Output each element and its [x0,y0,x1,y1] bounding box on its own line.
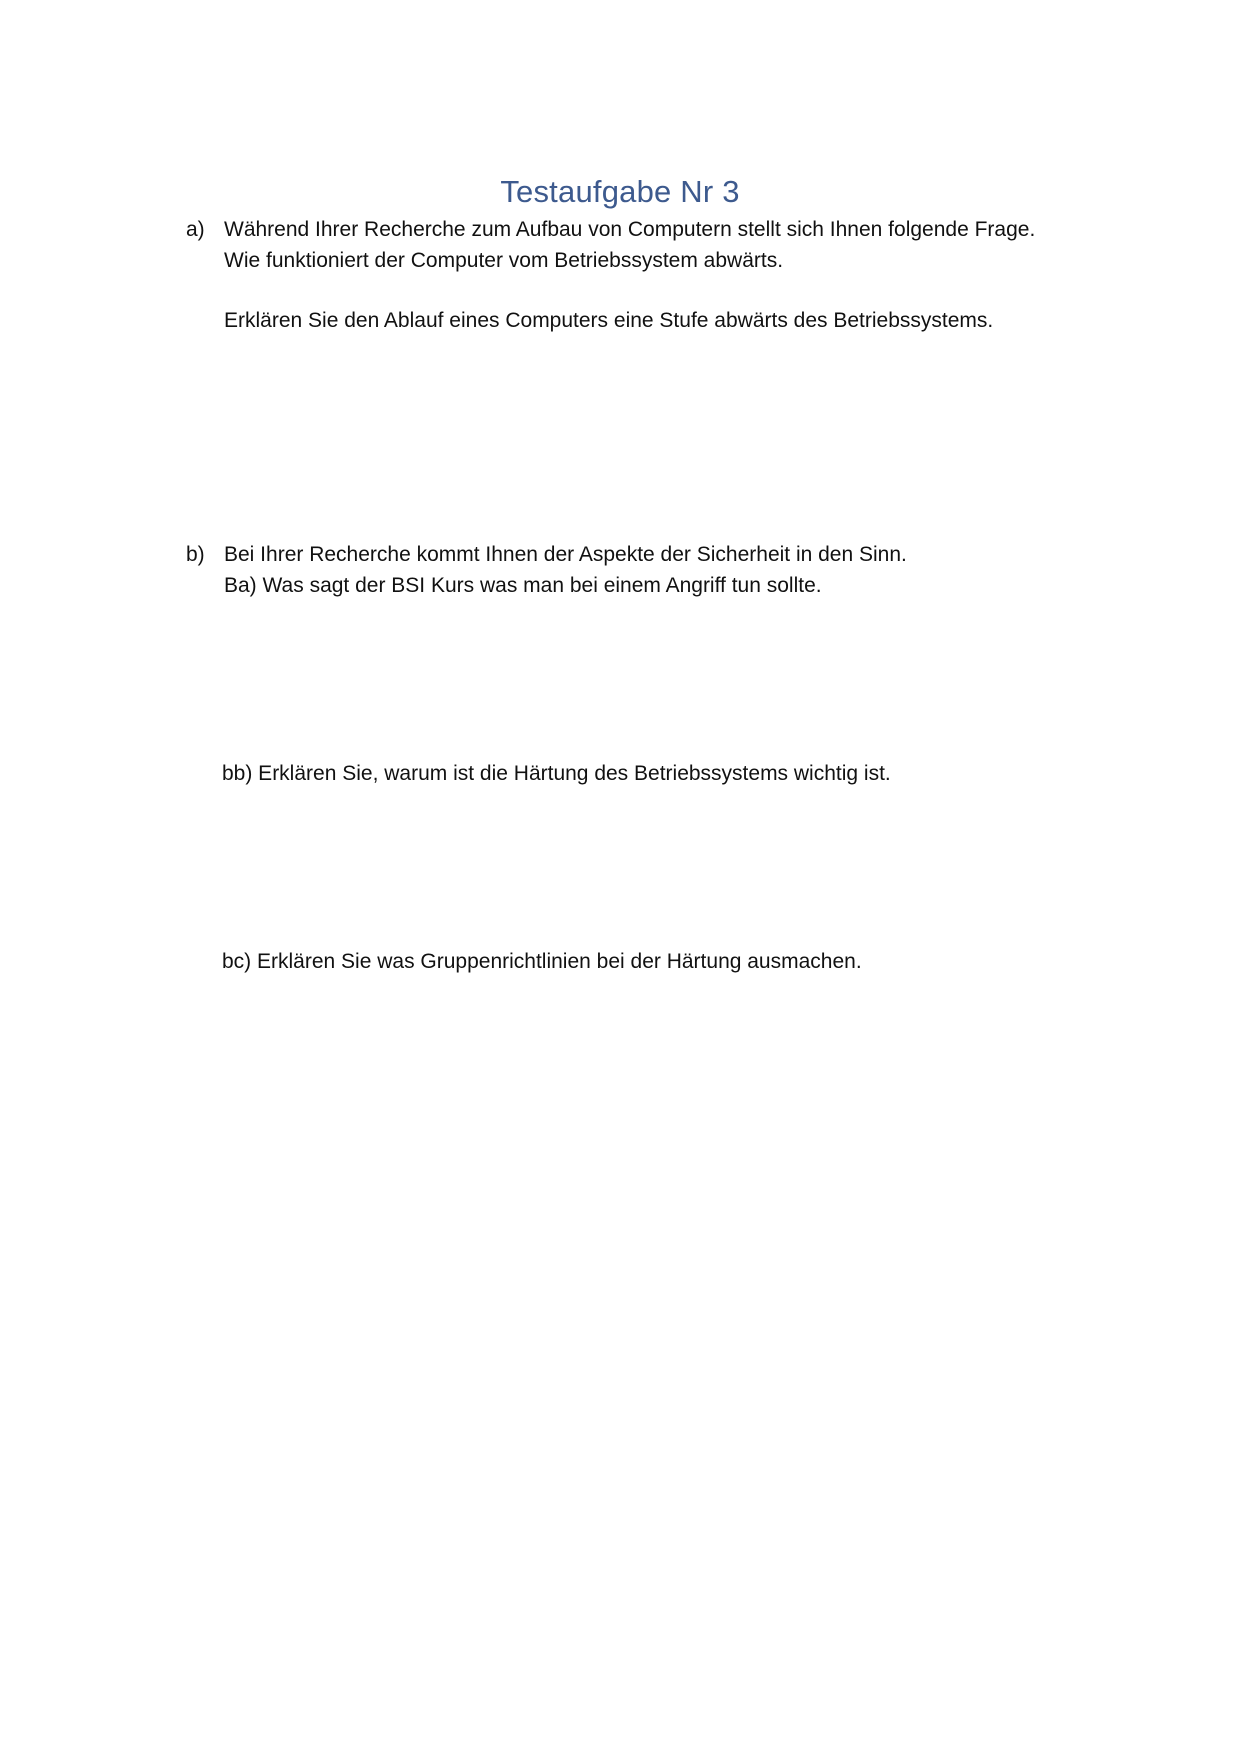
task-a-line-3: Erklären Sie den Ablauf eines Computers eine Stufe abwärts des Betriebssystems. [224,309,994,332]
task-b-line-1: Bei Ihrer Recherche kommt Ihnen der Aspekte der Sicherheit in den Sinn. [224,543,907,566]
task-b-marker: b) [186,543,205,566]
task-a-line-2: Wie funktioniert der Computer vom Betriebssystem abwärts. [224,249,784,272]
task-ba-question: Ba) Was sagt der BSI Kurs was man bei einem Angriff tun sollte. [224,574,822,597]
task-bc-question: bc) Erklären Sie was Gruppenrichtlinien bei der Härtung ausmachen. [222,950,862,973]
page-title: Testaufgabe Nr 3 [500,174,740,209]
task-a-line-1: Während Ihrer Recherche zum Aufbau von Computern stellt sich Ihnen folgende Frage. [224,218,1036,241]
task-bb-question: bb) Erklären Sie, warum ist die Härtung des Betriebssystems wichtig ist. [222,762,891,785]
task-a-marker: a) [186,218,205,241]
